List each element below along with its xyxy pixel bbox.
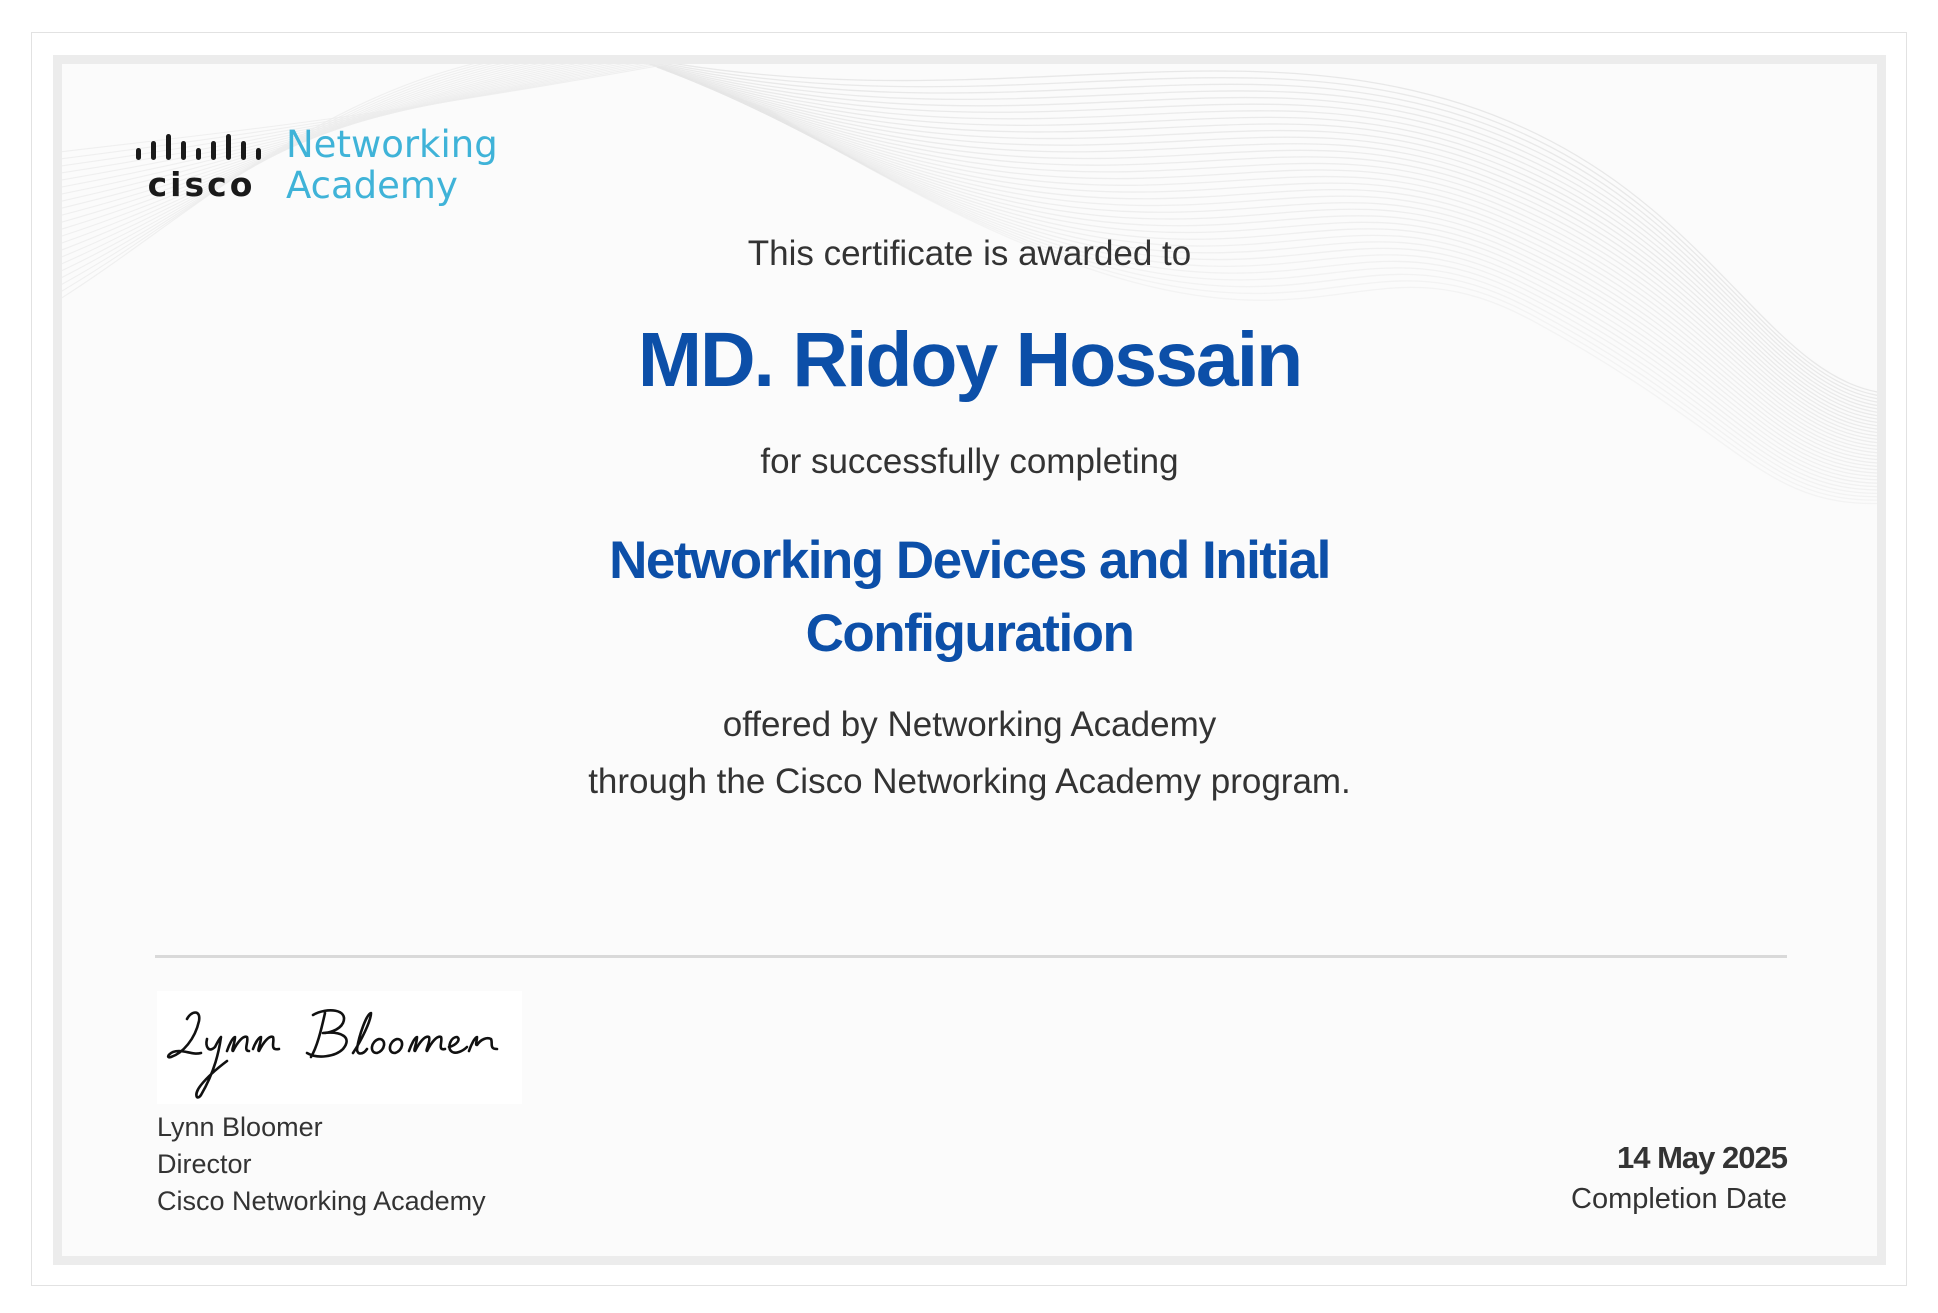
networking-academy-wordmark xyxy=(286,124,498,206)
signatory-title: Director xyxy=(157,1149,252,1179)
awarded-to-text: This certificate is awarded to xyxy=(747,234,1192,273)
completing-text: for successfully completing xyxy=(760,442,1179,481)
signatory-organization: Cisco Networking Academy xyxy=(157,1186,486,1216)
cisco-bridge-icon xyxy=(134,132,269,166)
logo-line-academy: Academy xyxy=(286,164,458,207)
cisco-logo xyxy=(134,132,269,204)
signature-image xyxy=(157,991,522,1104)
cisco-wordmark: cisco xyxy=(147,165,256,204)
offered-line2: through the Cisco Networking Academy program. xyxy=(588,762,1351,801)
completion-date-block xyxy=(1571,1138,1787,1220)
signature-divider xyxy=(155,955,1787,958)
certificate-frame xyxy=(53,55,1886,1265)
course-title xyxy=(62,524,1877,670)
course-title-line1: Networking Devices and Initial xyxy=(609,531,1330,590)
course-title-line2: Configuration xyxy=(805,604,1134,663)
completion-date-label: Completion Date xyxy=(1571,1183,1787,1215)
wave-line xyxy=(745,100,1877,486)
offered-line1: offered by Networking Academy xyxy=(722,705,1217,744)
completion-date: 14 May 2025 xyxy=(1617,1140,1787,1175)
recipient-name: MD. Ridoy Hossain xyxy=(637,317,1302,403)
offered-by-text xyxy=(62,696,1877,810)
handwritten-signature xyxy=(157,991,522,1104)
cisco-networking-academy-logo xyxy=(134,123,498,207)
logo-line-networking: Networking xyxy=(286,123,498,166)
signatory-block xyxy=(157,1109,486,1220)
signatory-name: Lynn Bloomer xyxy=(157,1112,323,1142)
